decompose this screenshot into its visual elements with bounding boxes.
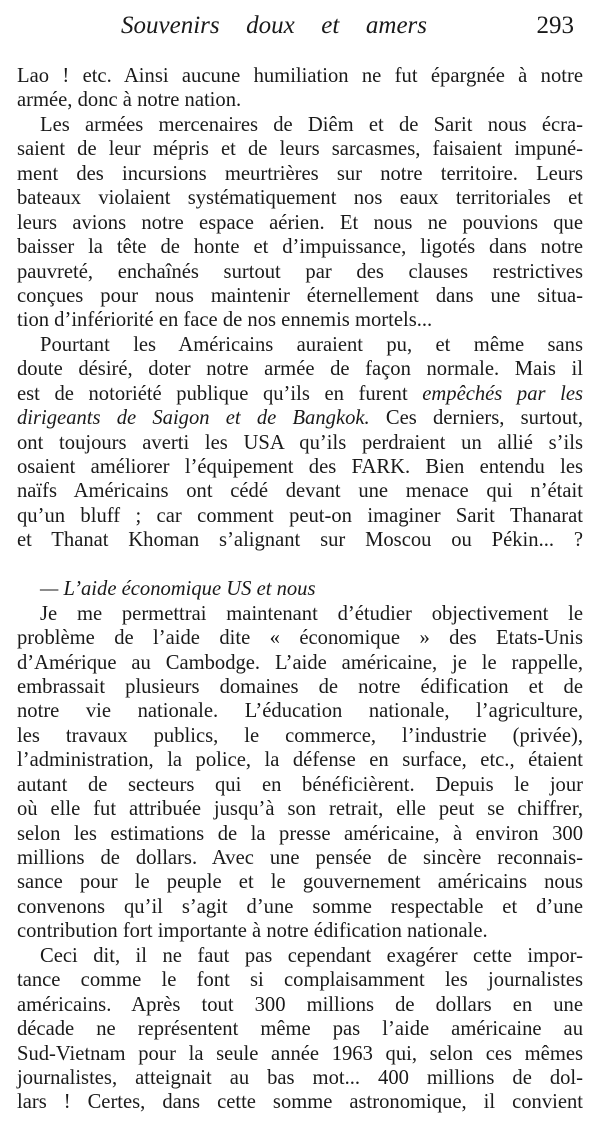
text-line	[17, 406, 583, 430]
text-line: ont toujours averti les USA qu’ils perdraient un allié s’ils	[17, 431, 583, 454]
emphasis-text: empêchés par les	[422, 382, 584, 405]
text-run: Ces derniers, surtout,	[369, 407, 583, 430]
text-line: décade ne représentent même pas l’aide américaine au	[17, 1018, 583, 1041]
text-line: américains. Après tout 300 millions de dollars en une	[17, 993, 583, 1016]
text-line: notre vie nationale. L’éducation nationale, l’agriculture,	[17, 700, 583, 723]
text-line: tance comme le font si complaisamment les journalistes	[17, 969, 583, 992]
text-line: convenons qu’il s’agit d’une somme respectable et d’une	[17, 895, 583, 918]
text-line: d’Amérique au Cambodge. L’aide américaine, je le rappelle,	[17, 651, 583, 674]
text-line: Pourtant les Américains auraient pu, et même sans	[40, 333, 583, 356]
text-line: bateaux violaient systématiquement nos eaux territoriales et	[17, 187, 583, 210]
text-line: armée, donc à notre nation.	[17, 89, 242, 112]
text-line: contribution fort importante à notre édification nationale.	[17, 920, 488, 943]
text-line: saient de leur mépris et de leurs sarcasmes, faisaient impuné-	[17, 138, 583, 161]
text-line: autant de secteurs qui en bénéficièrent. Depuis le jour	[17, 773, 583, 796]
text-line: osaient améliorer l’équipement des FARK. Bien entendu les	[17, 456, 583, 478]
section-heading: — L’aide économique US et nous	[40, 578, 316, 601]
page-number: 293	[536, 12, 574, 39]
text-line: journalistes, atteignait au bas mot... 400 millions de dol-	[17, 1066, 583, 1089]
text-line: tion d’infériorité en face de nos ennemis mortels...	[17, 309, 433, 332]
text-line: naïfs Américains ont cédé devant une menace qui n’était	[17, 480, 583, 503]
text-line: lars ! Certes, dans cette somme astronomique, il convient	[17, 1091, 583, 1114]
text-line: Lao ! etc. Ainsi aucune humiliation ne fut épargnée à notre	[17, 65, 583, 87]
text-line: Sud-Vietnam pour la seule année 1963 qui, selon ces mêmes	[17, 1042, 583, 1065]
text-line: selon les estimations de la presse américaine, à environ 300	[17, 822, 583, 845]
text-run: est de notoriété publique qu’ils en furent	[17, 382, 423, 405]
text-line: pauvreté, enchaînés surtout par des clauses restrictives	[17, 260, 583, 283]
text-line: millions de dollars. Avec une pensée de sincère reconnais-	[17, 847, 583, 869]
text-line: l’administration, la police, la défense en surface, etc., étaient	[17, 749, 583, 772]
text-line: ment des incursions meurtrières sur notre territoire. Leurs	[17, 162, 583, 185]
text-line: baisser la tête de honte et d’impuissance, ligotés dans notre	[17, 236, 583, 259]
text-line: sance pour le peuple et le gouvernement américains nous	[17, 871, 583, 894]
running-header	[0, 8, 600, 44]
text-line: qu’un bluff ; car comment peut-on imaginer Sarit Thanarat	[17, 504, 583, 527]
text-line: problème de l’aide dite « économique » des Etats-Unis	[17, 627, 583, 650]
text-line: doute désiré, doter notre armée de façon normale. Mais il	[17, 358, 583, 381]
text-line: embrassait plusieurs domaines de notre édification et de	[17, 675, 583, 698]
text-line	[17, 382, 583, 406]
running-title: Souvenirs doux et amers	[121, 12, 427, 39]
text-line: les travaux publics, le commerce, l’industrie (privée),	[17, 724, 583, 747]
body-text	[17, 64, 583, 1115]
emphasis-text: dirigeants de Saigon et de Bangkok.	[17, 407, 370, 430]
text-line: leurs avions notre espace aérien. Et nous ne pouvions que	[17, 211, 583, 234]
section-gap	[17, 553, 583, 577]
text-line: conçues pour nous maintenir éternellement dans une situa-	[17, 284, 583, 307]
text-line: Les armées mercenaires de Diêm et de Sarit nous écra-	[40, 113, 583, 136]
text-line: Je me permettrai maintenant d’étudier objectivement le	[40, 602, 583, 625]
text-line: où elle fut attribuée jusqu’à son retrait, elle peut se chiffrer,	[17, 798, 583, 821]
text-line: Ceci dit, il ne faut pas cependant exagérer cette impor-	[40, 944, 583, 967]
text-line: et Thanat Khoman s’alignant sur Moscou ou Pékin... ?	[17, 529, 583, 552]
